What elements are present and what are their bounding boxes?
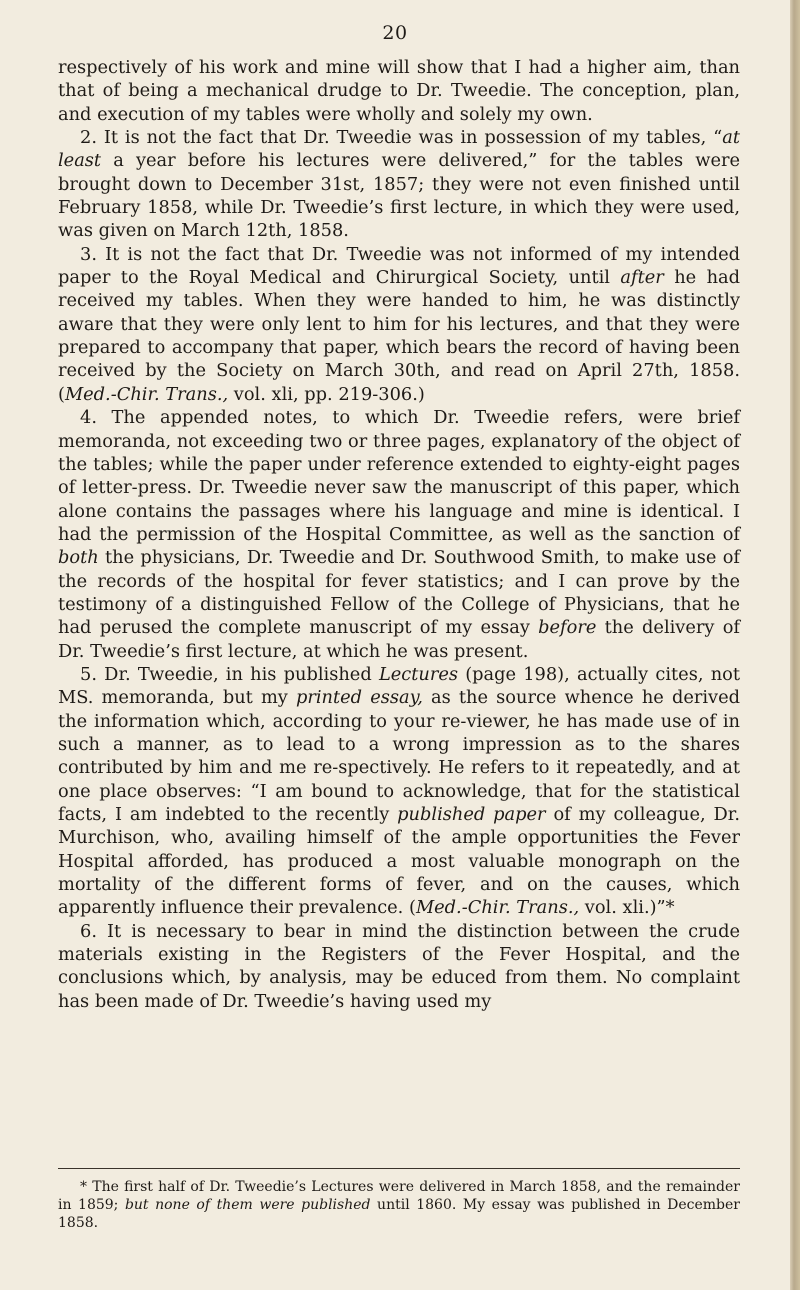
paragraph-6 <box>58 920 740 1013</box>
emphasis-text: Lectures <box>378 663 458 685</box>
body-text <box>58 56 740 1013</box>
paragraph-text: vol. xli, pp. 219-306.) <box>228 383 425 405</box>
paragraph-text: vol. xli.)”* <box>579 897 675 919</box>
emphasis-text: before <box>538 617 597 639</box>
emphasis-citation: Med.-Chir. Trans., <box>415 897 580 919</box>
footnote <box>58 1178 740 1232</box>
emphasis-text: published paper <box>397 804 546 825</box>
footnote-divider <box>58 1168 740 1169</box>
paragraph-text: the delivery of Dr. Tweedie’s first lecture, at which he was present. <box>58 617 740 662</box>
paragraph-text: 4. The appended notes, to which Dr. Tweedie refers, were brief memoranda, not exceeding two or three pages, explanatory of the object of the tables; while the paper under reference extended to eighty-eight pages of letter-press. Dr. Tweedie never saw the manuscript of this paper, which alone contains the passages where his language and mine is identical. I had the permission of the Hospital Committee, as well as the sanction of <box>58 407 740 545</box>
footnote-text: until 1860. My essay was published in December 1858. <box>58 1197 740 1231</box>
paragraph-text: the physicians, Dr. Tweedie and Dr. Southwood Smith, to make use of the records of the hospital for fever statistics; and I can prove by the testimony of a distinguished Fellow of the College of Physicians, that he had perused the complete manuscript of my essay <box>58 547 740 639</box>
paragraph-text: as the source whence he derived the information which, according to your re-viewer, he has made use of in such a manner, as to lead to a wrong impression as to the shares contributed by him and me re-spectively. He refers to it repeatedly, and at one place observes: “I am bound to acknowledge, that for the statistical facts, I am indebted to the recently <box>58 687 740 825</box>
paragraph-5 <box>58 663 740 920</box>
paragraph-text: respectively of his work and mine will show that I had a higher aim, than that of being a mechanical drudge to Dr. Tweedie. The conception, plan, and execution of my tables were wholly and solely my own. <box>58 57 740 125</box>
paragraph-text: 2. It is not the fact that Dr. Tweedie was in possession of my tables, “ <box>80 127 723 149</box>
emphasis-text: after <box>620 267 664 289</box>
page-number: 20 <box>382 22 408 44</box>
emphasis-text: printed essay, <box>295 687 423 709</box>
paragraph-text: 5. Dr. Tweedie, in his published <box>80 663 379 685</box>
page-edge <box>790 0 800 1290</box>
paragraph-2 <box>58 126 740 243</box>
emphasis-text: both <box>58 547 99 569</box>
paragraph-text: (page 198), actually cites, not MS. memoranda, but my <box>58 663 740 709</box>
footnote-text: * The first half of Dr. Tweedie’s Lectures were delivered in March 1858, and the remainder in 1859; <box>58 1179 740 1213</box>
paragraph-text: a year before his lectures were delivered,” for the tables were brought down to December 31st, 1857; they were not even finished until February 1858, while Dr. Tweedie’s first lecture, in which they were used, was given on March 12th, 1858. <box>58 150 740 242</box>
paragraph-3 <box>58 243 740 406</box>
paragraph-4 <box>58 406 740 663</box>
emphasis-text: at least <box>58 127 740 172</box>
paragraph-text: of my colleague, Dr. Murchison, who, availing himself of the ample opportunities the Fever Hospital afforded, has produced a most valuable monograph on the mortality of the different forms of fever, and on the causes, which apparently influence their prevalence. ( <box>58 804 740 919</box>
emphasis-citation: Med.-Chir. Trans., <box>64 383 229 405</box>
paragraph-text: 3. It is not the fact that Dr. Tweedie was not informed of my intended paper to the Royal Medical and Chirurgical Society, until <box>58 243 740 289</box>
footnote-emphasis: but none of them were published <box>124 1197 371 1213</box>
paragraph-text: 6. It is necessary to bear in mind the distinction between the crude materials existing in the Registers of the Fever Hospital, and the conclusions which, by analysis, may be educed from them. No complaint has been made of Dr. Tweedie’s having used my <box>58 920 740 1012</box>
paragraph-text: he had received my tables. When they were handed to him, he was distinctly aware that they were only lent to him for his lectures, and that they were prepared to accompany that paper, which bears the record of having been received by the Society on March 30th, and read on April 27th, 1858. ( <box>58 267 741 405</box>
paragraph-continued <box>58 56 740 126</box>
